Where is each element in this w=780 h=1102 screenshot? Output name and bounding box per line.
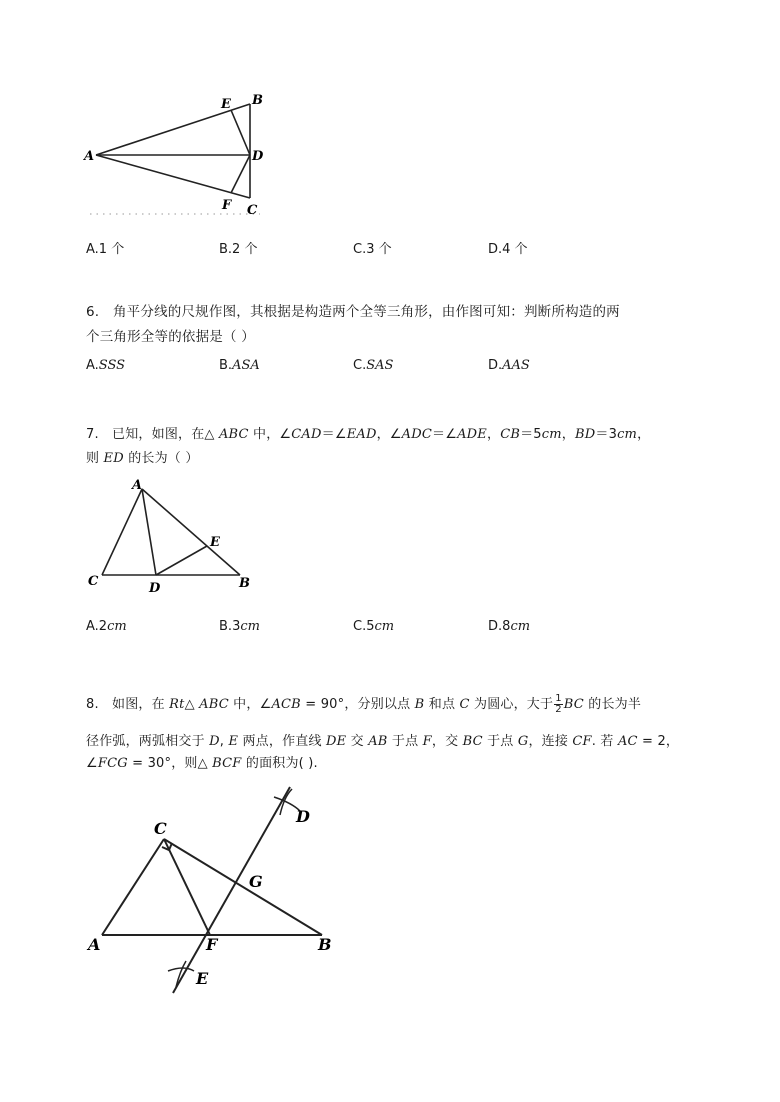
- segment-AC: [96, 155, 250, 198]
- label-E: E: [210, 535, 220, 550]
- label-B: B: [318, 935, 332, 954]
- segment-AD: [142, 489, 156, 575]
- q7-figure: [80, 472, 270, 600]
- q7-option-c: C.5cm: [353, 619, 395, 634]
- q6-stem-line1: 6. 角平分线的尺规作图，其根据是构造两个全等三角形，由作图可知：判断所构造的两: [86, 304, 620, 320]
- label-B: B: [252, 93, 263, 108]
- q6-option-d: D.AAS: [488, 358, 530, 373]
- segment-DF: [231, 155, 250, 193]
- label-D: D: [296, 807, 310, 826]
- q5-option-c: C.3 个: [353, 242, 392, 257]
- q6-stem-line2: 个三角形全等的依据是（ ）: [86, 329, 255, 345]
- q8-stem-line2: 径作弧，两弧相交于 D, E 两点，作直线 DE 交 AB 于点 F，交 BC 于点 G，连接 CF. 若 AC = 2，: [86, 734, 680, 749]
- label-C: C: [247, 203, 258, 218]
- q6-option-b: B.ASA: [219, 358, 260, 373]
- line-DE: [173, 787, 290, 993]
- q5-option-d: D.4 个: [488, 242, 528, 257]
- q7-option-b: B.3cm: [219, 619, 260, 634]
- q6-option-a: A.SSS: [86, 358, 126, 373]
- q8-stem-line3: ∠FCG = 30°，则△ BCF 的面积为( ).: [86, 756, 318, 771]
- segment-DE: [156, 546, 207, 575]
- label-D: D: [149, 581, 161, 596]
- segment-AC: [102, 489, 142, 575]
- segment-AC: [102, 839, 164, 935]
- q7-option-d: D.8cm: [488, 619, 531, 634]
- label-A: A: [132, 478, 143, 493]
- q8-stem-line1: 8. 如图，在 Rt△ ABC 中，∠ACB = 90°，分别以点 B 和点 C 为圆心，大于 $\frac{1}{2}$ BC 的长为半: [86, 693, 642, 715]
- fraction-one-half: $\frac{1}{2}$: [555, 693, 562, 715]
- label-A: A: [84, 149, 95, 164]
- label-C: C: [154, 819, 167, 838]
- label-A: A: [88, 935, 101, 954]
- label-G: G: [249, 872, 263, 891]
- label-C: C: [88, 574, 99, 589]
- q5-option-a: A.1 个: [86, 242, 125, 257]
- label-F: F: [206, 935, 218, 954]
- q6-option-c: C.SAS: [353, 358, 394, 373]
- segment-DE: [231, 110, 250, 155]
- label-D: D: [252, 149, 264, 164]
- q7-stem-line1: 7. 已知，如图，在△ ABC 中，∠CAD＝∠EAD，∠ADC＝∠ADE，CB＝5cm，BD＝3cm，: [86, 427, 651, 442]
- q5-figure: [80, 88, 280, 223]
- label-E: E: [196, 969, 209, 988]
- label-F: F: [222, 198, 232, 213]
- label-B: B: [239, 576, 250, 591]
- q5-option-b: B.2 个: [219, 242, 258, 257]
- q7-option-a: A.2cm: [86, 619, 127, 634]
- q7-stem-line2: 则 ED 的长为（ ）: [86, 451, 199, 466]
- label-E: E: [221, 97, 231, 112]
- q8-figure: [80, 775, 350, 1005]
- segment-AB: [142, 489, 240, 575]
